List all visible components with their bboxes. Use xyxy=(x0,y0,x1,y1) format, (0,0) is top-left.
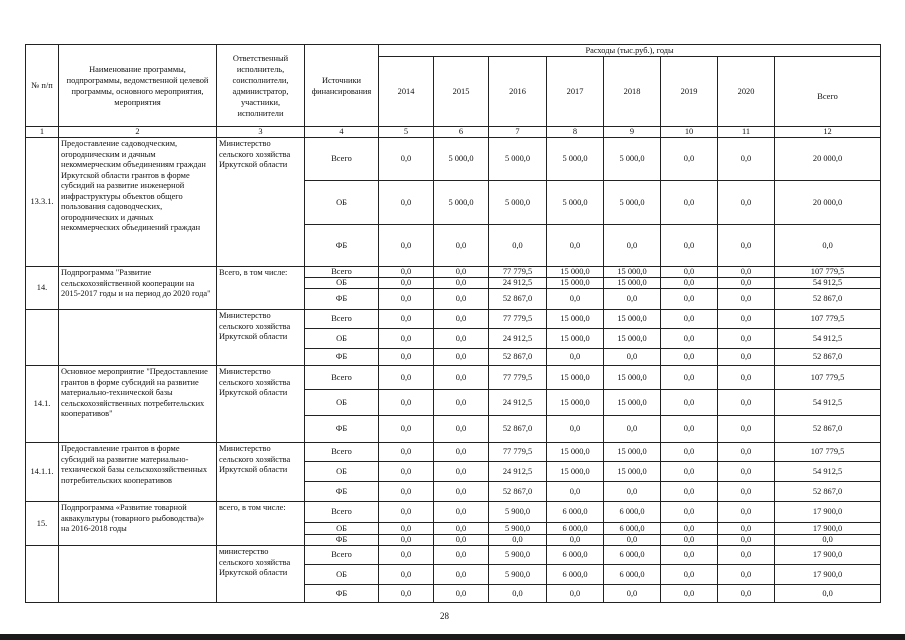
responsible-executor: Министерство сельского хозяйства Иркутской области xyxy=(217,138,305,267)
year-value-cell: 0,0 xyxy=(718,329,775,349)
year-value-cell: 6 000,0 xyxy=(547,565,604,585)
header-year: 2019 xyxy=(661,57,718,127)
year-value-cell: 0,0 xyxy=(379,278,434,289)
year-value-cell: 0,0 xyxy=(547,416,604,443)
column-number: 2 xyxy=(59,127,217,138)
year-value-cell: 0,0 xyxy=(718,535,775,546)
funding-source: ФБ xyxy=(305,289,379,310)
header-year: 2016 xyxy=(489,57,547,127)
year-value-cell: 0,0 xyxy=(434,225,489,267)
total-cell: 0,0 xyxy=(775,225,881,267)
year-value-cell: 0,0 xyxy=(661,416,718,443)
funding-source: ФБ xyxy=(305,416,379,443)
year-value-cell: 0,0 xyxy=(379,225,434,267)
year-value-cell: 15 000,0 xyxy=(604,267,661,278)
year-value-cell: 5 000,0 xyxy=(547,138,604,181)
year-value-cell: 0,0 xyxy=(434,462,489,482)
year-value-cell: 5 900,0 xyxy=(489,546,547,565)
year-value-cell: 15 000,0 xyxy=(547,390,604,416)
table-row xyxy=(26,546,881,565)
year-value-cell: 0,0 xyxy=(718,310,775,329)
header-year: 2020 xyxy=(718,57,775,127)
scan-bottom-edge xyxy=(0,634,905,640)
row-number: 14. xyxy=(26,267,59,310)
year-value-cell: 5 000,0 xyxy=(547,181,604,225)
year-value-cell: 5 000,0 xyxy=(434,181,489,225)
year-value-cell: 0,0 xyxy=(379,523,434,535)
year-value-cell: 5 900,0 xyxy=(489,502,547,523)
column-number: 11 xyxy=(718,127,775,138)
header-num: № п/п xyxy=(26,45,59,127)
column-number: 9 xyxy=(604,127,661,138)
year-value-cell: 6 000,0 xyxy=(547,523,604,535)
year-value-cell: 0,0 xyxy=(661,329,718,349)
year-value-cell: 5 000,0 xyxy=(489,181,547,225)
year-value-cell: 0,0 xyxy=(379,585,434,603)
year-value-cell: 0,0 xyxy=(434,390,489,416)
year-value-cell: 5 000,0 xyxy=(434,138,489,181)
year-value-cell: 6 000,0 xyxy=(604,523,661,535)
year-value-cell: 15 000,0 xyxy=(604,310,661,329)
year-value-cell: 0,0 xyxy=(379,138,434,181)
header-name: Наименование программы, подпрограммы, ведомственной целевой программы, основного мероприятия, мероприятия xyxy=(59,45,217,127)
year-value-cell: 5 000,0 xyxy=(604,181,661,225)
funding-source: ФБ xyxy=(305,225,379,267)
column-number: 3 xyxy=(217,127,305,138)
year-value-cell: 0,0 xyxy=(661,535,718,546)
funding-source: Всего xyxy=(305,310,379,329)
year-value-cell: 0,0 xyxy=(434,329,489,349)
year-value-cell: 0,0 xyxy=(379,502,434,523)
year-value-cell: 0,0 xyxy=(547,289,604,310)
responsible-executor: Всего, в том числе: xyxy=(217,267,305,310)
row-number: 14.1. xyxy=(26,366,59,443)
responsible-executor: Министерство сельского хозяйства Иркутской области xyxy=(217,443,305,502)
year-value-cell: 0,0 xyxy=(379,390,434,416)
year-value-cell: 0,0 xyxy=(718,181,775,225)
column-number: 5 xyxy=(379,127,434,138)
year-value-cell: 15 000,0 xyxy=(604,329,661,349)
year-value-cell: 15 000,0 xyxy=(547,462,604,482)
funding-source: Всего xyxy=(305,502,379,523)
year-value-cell: 0,0 xyxy=(661,585,718,603)
year-value-cell: 0,0 xyxy=(661,267,718,278)
program-name: Подпрограмма "Развитие сельскохозяйственной кооперации на 2015-2017 годы и на период до 2020 года" xyxy=(59,267,217,310)
header-year: 2014 xyxy=(379,57,434,127)
row-number xyxy=(26,546,59,603)
year-value-cell: 52 867,0 xyxy=(489,289,547,310)
year-value-cell: 15 000,0 xyxy=(547,310,604,329)
total-cell: 54 912,5 xyxy=(775,278,881,289)
table-row xyxy=(26,502,881,523)
year-value-cell: 24 912,5 xyxy=(489,329,547,349)
year-value-cell: 0,0 xyxy=(379,181,434,225)
year-value-cell: 0,0 xyxy=(718,585,775,603)
table-row xyxy=(26,138,881,181)
year-value-cell: 0,0 xyxy=(379,443,434,462)
year-value-cell: 0,0 xyxy=(661,523,718,535)
funding-source: ФБ xyxy=(305,349,379,366)
year-value-cell: 0,0 xyxy=(434,585,489,603)
year-value-cell: 5 900,0 xyxy=(489,565,547,585)
year-value-cell: 24 912,5 xyxy=(489,462,547,482)
year-value-cell: 5 000,0 xyxy=(604,138,661,181)
year-value-cell: 0,0 xyxy=(434,349,489,366)
year-value-cell: 0,0 xyxy=(718,523,775,535)
funding-source: Всего xyxy=(305,443,379,462)
funding-source: ФБ xyxy=(305,482,379,502)
year-value-cell: 0,0 xyxy=(661,225,718,267)
row-number: 15. xyxy=(26,502,59,546)
total-cell: 0,0 xyxy=(775,585,881,603)
year-value-cell: 0,0 xyxy=(379,366,434,390)
responsible-executor: Министерство сельского хозяйства Иркутской области xyxy=(217,366,305,443)
year-value-cell: 0,0 xyxy=(379,416,434,443)
total-cell: 54 912,5 xyxy=(775,329,881,349)
year-value-cell: 0,0 xyxy=(604,349,661,366)
year-value-cell: 0,0 xyxy=(547,349,604,366)
row-number: 14.1.1. xyxy=(26,443,59,502)
year-value-cell: 0,0 xyxy=(379,482,434,502)
header-year: 2018 xyxy=(604,57,661,127)
page-number: 28 xyxy=(440,611,449,621)
year-value-cell: 77 779,5 xyxy=(489,366,547,390)
total-cell: 107 779,5 xyxy=(775,366,881,390)
year-value-cell: 0,0 xyxy=(661,443,718,462)
funding-source: ФБ xyxy=(305,585,379,603)
year-value-cell: 15 000,0 xyxy=(547,267,604,278)
header-responsible: Ответственный исполнитель, соисполнители, администратор, участники, исполнители xyxy=(217,45,305,127)
year-value-cell: 0,0 xyxy=(434,278,489,289)
year-value-cell: 24 912,5 xyxy=(489,390,547,416)
year-value-cell: 52 867,0 xyxy=(489,482,547,502)
year-value-cell: 0,0 xyxy=(661,181,718,225)
year-value-cell: 15 000,0 xyxy=(604,366,661,390)
year-value-cell: 0,0 xyxy=(434,267,489,278)
year-value-cell: 6 000,0 xyxy=(547,546,604,565)
funding-source: ФБ xyxy=(305,535,379,546)
funding-source: Всего xyxy=(305,267,379,278)
year-value-cell: 6 000,0 xyxy=(547,502,604,523)
total-cell: 20 000,0 xyxy=(775,181,881,225)
year-value-cell: 6 000,0 xyxy=(604,502,661,523)
year-value-cell: 0,0 xyxy=(434,523,489,535)
program-name xyxy=(59,546,217,603)
year-value-cell: 0,0 xyxy=(379,289,434,310)
year-value-cell: 0,0 xyxy=(434,366,489,390)
year-value-cell: 77 779,5 xyxy=(489,267,547,278)
year-value-cell: 0,0 xyxy=(661,349,718,366)
funding-source: Всего xyxy=(305,366,379,390)
year-value-cell: 0,0 xyxy=(661,390,718,416)
total-cell: 17 900,0 xyxy=(775,546,881,565)
column-number-row xyxy=(26,127,881,138)
column-number: 1 xyxy=(26,127,59,138)
year-value-cell: 15 000,0 xyxy=(604,462,661,482)
year-value-cell: 0,0 xyxy=(661,138,718,181)
year-value-cell: 0,0 xyxy=(718,349,775,366)
program-name: Основное мероприятие "Предоставление грантов в форме субсидий на развитие материально-технической базы сельскохозяйственных потребительских кооперативов" xyxy=(59,366,217,443)
year-value-cell: 0,0 xyxy=(718,390,775,416)
header-year: 2017 xyxy=(547,57,604,127)
column-number: 10 xyxy=(661,127,718,138)
year-value-cell: 0,0 xyxy=(434,443,489,462)
row-number xyxy=(26,310,59,366)
year-value-cell: 0,0 xyxy=(547,482,604,502)
funding-source: ОБ xyxy=(305,565,379,585)
year-value-cell: 77 779,5 xyxy=(489,310,547,329)
year-value-cell: 0,0 xyxy=(434,482,489,502)
year-value-cell: 5 900,0 xyxy=(489,523,547,535)
responsible-executor: министерство сельского хозяйства Иркутской области xyxy=(217,546,305,603)
total-cell: 107 779,5 xyxy=(775,310,881,329)
year-value-cell: 15 000,0 xyxy=(547,443,604,462)
column-number: 7 xyxy=(489,127,547,138)
header-year: 2015 xyxy=(434,57,489,127)
year-value-cell: 52 867,0 xyxy=(489,416,547,443)
year-value-cell: 0,0 xyxy=(434,502,489,523)
year-value-cell: 0,0 xyxy=(604,585,661,603)
table-row xyxy=(26,267,881,278)
column-number: 4 xyxy=(305,127,379,138)
year-value-cell: 0,0 xyxy=(718,278,775,289)
column-number: 12 xyxy=(775,127,881,138)
year-value-cell: 77 779,5 xyxy=(489,443,547,462)
year-value-cell: 0,0 xyxy=(718,546,775,565)
year-value-cell: 0,0 xyxy=(434,535,489,546)
total-cell: 0,0 xyxy=(775,535,881,546)
year-value-cell: 0,0 xyxy=(661,310,718,329)
year-value-cell: 15 000,0 xyxy=(547,366,604,390)
total-cell: 54 912,5 xyxy=(775,462,881,482)
year-value-cell: 0,0 xyxy=(661,278,718,289)
year-value-cell: 0,0 xyxy=(434,310,489,329)
year-value-cell: 6 000,0 xyxy=(604,546,661,565)
program-name: Предоставление грантов в форме субсидий на развитие материально-технической базы сельскохозяйственных потребительских кооперативов xyxy=(59,443,217,502)
total-cell: 54 912,5 xyxy=(775,390,881,416)
funding-source: Всего xyxy=(305,138,379,181)
year-value-cell: 0,0 xyxy=(434,565,489,585)
year-value-cell: 0,0 xyxy=(718,366,775,390)
funding-source: ОБ xyxy=(305,278,379,289)
year-value-cell: 0,0 xyxy=(718,502,775,523)
funding-source: ОБ xyxy=(305,329,379,349)
total-cell: 52 867,0 xyxy=(775,416,881,443)
funding-source: ОБ xyxy=(305,181,379,225)
year-value-cell: 0,0 xyxy=(379,329,434,349)
year-value-cell: 0,0 xyxy=(604,535,661,546)
funding-source: ОБ xyxy=(305,390,379,416)
year-value-cell: 0,0 xyxy=(718,443,775,462)
year-value-cell: 0,0 xyxy=(489,535,547,546)
year-value-cell: 0,0 xyxy=(718,462,775,482)
year-value-cell: 15 000,0 xyxy=(604,390,661,416)
total-cell: 17 900,0 xyxy=(775,502,881,523)
year-value-cell: 52 867,0 xyxy=(489,349,547,366)
budget-table xyxy=(25,44,881,603)
year-value-cell: 0,0 xyxy=(489,225,547,267)
year-value-cell: 0,0 xyxy=(661,565,718,585)
year-value-cell: 0,0 xyxy=(547,535,604,546)
header-source: Источники финансирования xyxy=(305,45,379,127)
table-row xyxy=(26,443,881,462)
year-value-cell: 0,0 xyxy=(379,462,434,482)
total-cell: 52 867,0 xyxy=(775,482,881,502)
year-value-cell: 15 000,0 xyxy=(547,278,604,289)
year-value-cell: 0,0 xyxy=(434,289,489,310)
year-value-cell: 0,0 xyxy=(661,289,718,310)
year-value-cell: 0,0 xyxy=(434,416,489,443)
year-value-cell: 0,0 xyxy=(718,565,775,585)
year-value-cell: 0,0 xyxy=(718,482,775,502)
year-value-cell: 0,0 xyxy=(604,482,661,502)
year-value-cell: 0,0 xyxy=(604,225,661,267)
responsible-executor: всего, в том числе: xyxy=(217,502,305,546)
program-name xyxy=(59,310,217,366)
total-cell: 107 779,5 xyxy=(775,443,881,462)
year-value-cell: 0,0 xyxy=(379,535,434,546)
year-value-cell: 0,0 xyxy=(718,225,775,267)
funding-source: ОБ xyxy=(305,523,379,535)
year-value-cell: 0,0 xyxy=(379,349,434,366)
year-value-cell: 0,0 xyxy=(661,546,718,565)
program-name: Предоставление садоводческим, огородническим и дачным некоммерческим объединениям граждан Иркутской области грантов в форме субсидий на развитие инженерной инфраструктуры объектов общего пользования садоводческих, огороднических и дачных некоммерческих объединений граждан xyxy=(59,138,217,267)
program-name: Подпрограмма «Развитие товарной аквакультуры (товарного рыбоводства)» на 2016-2018 годы xyxy=(59,502,217,546)
year-value-cell: 0,0 xyxy=(661,462,718,482)
responsible-executor: Министерство сельского хозяйства Иркутской области xyxy=(217,310,305,366)
total-cell: 52 867,0 xyxy=(775,349,881,366)
column-number: 6 xyxy=(434,127,489,138)
year-value-cell: 0,0 xyxy=(718,289,775,310)
year-value-cell: 0,0 xyxy=(379,565,434,585)
year-value-cell: 0,0 xyxy=(434,546,489,565)
table-row xyxy=(26,310,881,329)
table-row xyxy=(26,366,881,390)
year-value-cell: 0,0 xyxy=(718,138,775,181)
year-value-cell: 24 912,5 xyxy=(489,278,547,289)
row-number: 13.3.1. xyxy=(26,138,59,267)
year-value-cell: 0,0 xyxy=(547,225,604,267)
year-value-cell: 0,0 xyxy=(718,267,775,278)
funding-source: ОБ xyxy=(305,462,379,482)
total-cell: 17 900,0 xyxy=(775,565,881,585)
header-expenses: Расходы (тыс.руб.), годы xyxy=(379,45,881,57)
year-value-cell: 0,0 xyxy=(661,482,718,502)
year-value-cell: 15 000,0 xyxy=(604,443,661,462)
year-value-cell: 0,0 xyxy=(604,416,661,443)
year-value-cell: 0,0 xyxy=(661,366,718,390)
year-value-cell: 6 000,0 xyxy=(604,565,661,585)
total-cell: 20 000,0 xyxy=(775,138,881,181)
year-value-cell: 0,0 xyxy=(379,310,434,329)
year-value-cell: 0,0 xyxy=(661,502,718,523)
year-value-cell: 0,0 xyxy=(547,585,604,603)
year-value-cell: 0,0 xyxy=(379,546,434,565)
total-cell: 17 900,0 xyxy=(775,523,881,535)
year-value-cell: 0,0 xyxy=(489,585,547,603)
year-value-cell: 15 000,0 xyxy=(604,278,661,289)
column-number: 8 xyxy=(547,127,604,138)
year-value-cell: 15 000,0 xyxy=(547,329,604,349)
year-value-cell: 5 000,0 xyxy=(489,138,547,181)
year-value-cell: 0,0 xyxy=(604,289,661,310)
year-value-cell: 0,0 xyxy=(379,267,434,278)
header-total: Всего xyxy=(775,57,881,127)
total-cell: 52 867,0 xyxy=(775,289,881,310)
funding-source: Всего xyxy=(305,546,379,565)
year-value-cell: 0,0 xyxy=(718,416,775,443)
total-cell: 107 779,5 xyxy=(775,267,881,278)
